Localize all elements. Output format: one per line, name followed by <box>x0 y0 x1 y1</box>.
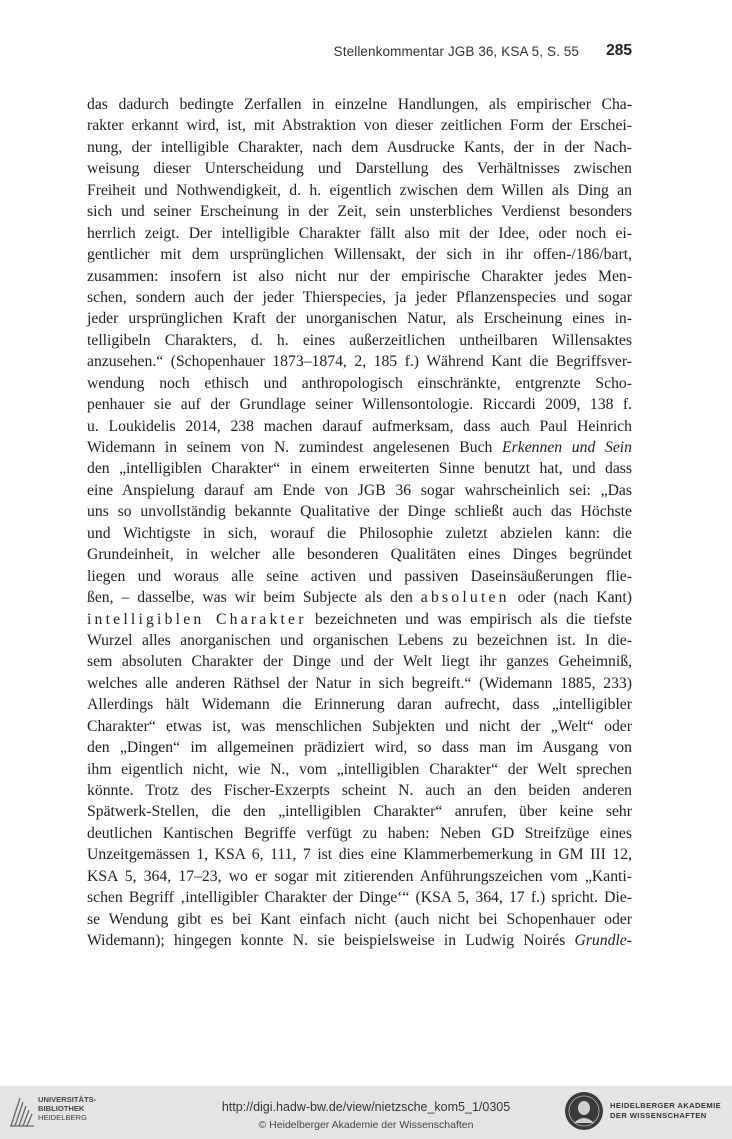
text-line: nung, der intelligible Charakter, nach dem Ausdrucke Kants, der in der Nach- <box>87 138 632 156</box>
text-line: sem absoluten Charakter der Dinge und der Welt liegt ihr ganzes Geheimniß, <box>87 653 632 671</box>
text-line: liegen und woraus alle seine activen und passiven Daseinsäußerungen flie- <box>87 567 632 585</box>
text-line: jeder ursprünglichen Kraft der unorganischen Natur, als Erscheinung eines in- <box>87 310 632 328</box>
text-line: u. Loukidelis 2014, 238 machen darauf aufmerksam, dass auch Paul Heinrich <box>87 417 632 435</box>
text-line: und Wichtigste in sich, worauf die Philosophie zuletzt abzielen kann: die <box>87 524 632 542</box>
text-line: se Wendung gibt es bei Kant einfach nicht (auch nicht bei Schopenhauer oder <box>87 910 632 928</box>
page-number: 285 <box>606 42 632 59</box>
text-line: eine Anspielung darauf am Ende von JGB 36 sogar wahrscheinlich sei: „Das <box>87 481 632 499</box>
text-line: penhauer sie auf der Grundlage seiner Willensontologie. Riccardi 2009, 138 f. <box>87 396 632 414</box>
text-line: Unzeitgemässen 1, KSA 6, 111, 7 ist dies eine Klammerbemerkung in GM III 12, <box>87 846 632 864</box>
text-line: rakter erkannt wird, ist, mit Abstraktion von dieser zeitlichen Form der Erschei- <box>87 117 632 135</box>
text-line: schen Begriff ‚intelligibler Charakter der Dinge‘“ (KSA 5, 364, 17 f.) spricht. Die- <box>87 889 632 907</box>
academy-name: HEIDELBERGER AKADEMIE DER WISSENSCHAFTEN <box>610 1101 722 1120</box>
text-line: den „intelligiblen Charakter“ in einem erweiterten Sinne benutzt hat, und dass <box>87 460 632 478</box>
text-line: ihm eigentlich nicht, wie N., vom „intelligiblen Charakter“ der Welt sprechen <box>87 760 632 778</box>
spaced-emphasis: intelligiblen Charakter <box>87 610 307 628</box>
text-line: Wurzel alles anorganischen und organischen Lebens zu bezeichnen ist. In die- <box>87 631 632 649</box>
text-line: Spätwerk-Stellen, die den „intelligiblen Charakter“ anrufen, über keine sehr <box>87 803 632 821</box>
text-line: welches alle anderen Räthsel der Natur in sich begreift.“ (Widemann 1885, 233) <box>87 674 632 692</box>
text-line: zusammen: insofern ist also nicht nur der empirische Charakter jedes Men- <box>87 267 632 285</box>
spaced-emphasis: absoluten <box>420 589 510 607</box>
text-line: Widemann in seinem von N. zumindest angelesenen Buch Erkennen und Sein <box>87 439 632 456</box>
running-title: Stellenkommentar JGB 36, KSA 5, S. 55 <box>333 44 579 59</box>
text-line: intelligiblen Charakter bezeichneten und was empirisch als die tiefste <box>87 610 632 628</box>
copyright-notice: © Heidelberger Akademie der Wissenschaften <box>258 1119 474 1131</box>
book-title: Erkennen und Sein <box>502 439 632 456</box>
digitization-footer <box>0 1086 732 1139</box>
text-line: telligibeln Charakters, d. h. eines außerzeitlichen untheilbaren Willensaktes <box>87 331 632 349</box>
text-line: sich und seiner Erscheinung in der Zeit, sein unsterbliches Verdienst besonders <box>87 203 632 221</box>
text-line: das dadurch bedingte Zerfallen in einzelne Handlungen, als empirischer Cha- <box>87 96 632 113</box>
text-line: Widemann); hingegen konnte N. sie beispielsweise in Ludwig Noirés Grundle- <box>87 932 632 950</box>
text-line: weisung dieser Unterscheidung und Darstellung des Verhältnisses zwischen <box>87 160 632 178</box>
academy-seal-icon <box>564 1091 604 1131</box>
text-line: gentlicher mit dem ursprünglichen Willensakt, der sich in ihr offen-/186/bart, <box>87 246 632 264</box>
text-line: anzusehen.“ (Schopenhauer 1873–1874, 2, 185 f.) Während Kant die Begriffsver- <box>87 353 632 371</box>
library-name: UNIVERSITÄTS- BIBLIOTHEK HEIDELBERG <box>38 1095 97 1122</box>
book-title: Grundle- <box>574 932 632 950</box>
text-line: den „Dingen“ im allgemeinen prädiziert wird, so dass man im Ausgang von <box>87 739 632 757</box>
text-line: Allerdings hält Widemann die Erinnerung daran aufrecht, dass „intelligibler <box>87 696 632 714</box>
text-line: KSA 5, 364, 17–23, wo er sogar mit zitierenden Anführungszeichen vom „Kanti- <box>87 867 632 885</box>
source-url-link[interactable]: http://digi.hadw-bw.de/view/nietzsche_kom5_1/0305 <box>221 1100 511 1114</box>
text-line: Freiheit und Nothwendigkeit, d. h. eigentlich zwischen dem Willen als Ding an <box>87 181 632 199</box>
text-line: uns so unvollständig bekannte Qualitative der Dinge schließt auch das Höchste <box>87 503 632 521</box>
text-line: könnte. Trotz des Fischer-Exzerpts scheint N. auch an den beiden anderen <box>87 782 632 799</box>
text-line: Charakter“ etwas ist, was menschlichen Subjekten und nicht der „Welt“ oder <box>87 717 632 735</box>
text-line: deutlichen Kantischen Begriffe verfügt zu haben: Neben GD Streifzüge eines <box>87 824 632 842</box>
text-line: ßen, – dasselbe, was wir beim Subjecte als den absoluten oder (nach Kant) <box>87 589 632 607</box>
text-line: herrlich zeigt. Der intelligible Charakter fällt also mit der Idee, oder noch ei- <box>87 224 632 242</box>
text-line: schen, sondern auch der jeder Thierspecies, ja jeder Pflanzenspecies und sogar <box>87 288 632 306</box>
text-line: Grundeinheit, in welcher alle besonderen Qualitäten eines Dinges begründet <box>87 546 632 564</box>
page-header <box>87 42 632 64</box>
commentary-body <box>87 94 632 952</box>
text-line: wendung noch ethisch und anthropologisch einschränkte, entgrenzte Scho- <box>87 374 632 392</box>
